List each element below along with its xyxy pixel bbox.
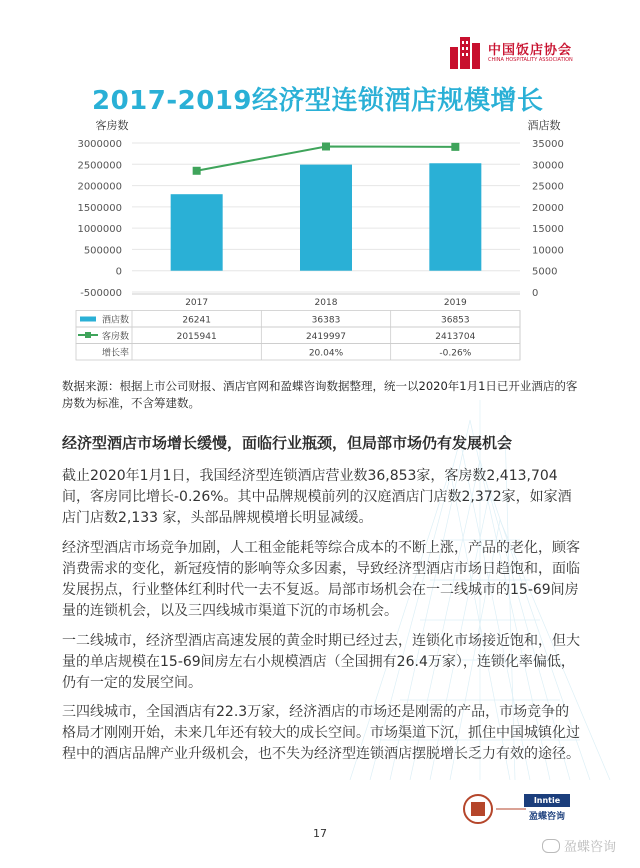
left-tick-label: 500000 bbox=[83, 245, 122, 257]
brand-cn: 盈蝶咨询 bbox=[528, 812, 565, 822]
right-tick-label: 10000 bbox=[532, 245, 564, 257]
right-tick-label: 5000 bbox=[532, 266, 558, 278]
table-cell: -0.26% bbox=[439, 348, 472, 359]
paragraph-2: 经济型酒店市场竞争加剧，人工租金能耗等综合成本的不断上涨，产品的老化，顾客消费需求的变化，新冠疫情的影响等众多因素，导致经济型酒店市场日趋饱和，面临发展拐点，行业整体红利时代一去不复返。局部市场机会在一二线城市的15-69间房量的连锁机会，以及三四线城市渠道下沉的市场机会。 bbox=[62, 540, 580, 619]
data-source-note: 数据来源：根据上市公司财报、酒店官网和盈蝶咨询数据整理，统一以2020年1月1日已开业酒店的客房数为标准，不含筹建数。 bbox=[62, 379, 578, 410]
china-hospitality-association-logo bbox=[448, 33, 618, 69]
series-name: 酒店数 bbox=[102, 315, 130, 326]
line-point bbox=[322, 142, 330, 150]
wechat-watermark bbox=[542, 836, 616, 855]
right-tick-label: 25000 bbox=[532, 181, 564, 193]
table-cell: 2015941 bbox=[176, 332, 217, 342]
right-tick-label: 20000 bbox=[532, 202, 564, 214]
right-tick-label: 30000 bbox=[532, 160, 564, 172]
right-tick-label: 15000 bbox=[532, 224, 564, 236]
section-headline: 经济型酒店市场增长缓慢，面临行业瓶颈，但局部市场仍有发展机会 bbox=[62, 434, 513, 452]
brand-en: Inntie bbox=[524, 794, 570, 807]
table-cell: 2413704 bbox=[435, 332, 476, 342]
table-cell: 36853 bbox=[441, 315, 470, 326]
right-tick-label: 35000 bbox=[532, 139, 564, 150]
left-tick-label: 2000000 bbox=[77, 181, 122, 193]
org-name-en: CHINA HOSPITALITY ASSOCIATION bbox=[488, 57, 573, 63]
left-tick-label: 2500000 bbox=[77, 160, 122, 172]
line-point bbox=[193, 167, 201, 175]
bar-hotel-count bbox=[171, 194, 223, 271]
left-tick-label: 1000000 bbox=[77, 224, 122, 236]
table-cell: 26241 bbox=[182, 315, 211, 326]
category-label: 2017 bbox=[185, 298, 209, 308]
left-tick-label: 0 bbox=[115, 266, 122, 278]
left-tick-label: 3000000 bbox=[77, 139, 122, 150]
right-tick-label: 0 bbox=[532, 288, 539, 299]
series-name: 客房数 bbox=[102, 332, 130, 342]
table-cell: 36383 bbox=[311, 315, 341, 326]
left-axis-label: 客房数 bbox=[95, 119, 129, 132]
bar-hotel-count bbox=[300, 165, 352, 271]
category-label: 2019 bbox=[443, 298, 467, 308]
page-title: 2017-2019经济型连锁酒店规模增长 bbox=[92, 86, 544, 116]
bar-hotel-count bbox=[429, 163, 481, 270]
right-axis-label: 酒店数 bbox=[527, 119, 561, 132]
org-name-cn: 中国饭店协会 bbox=[488, 43, 573, 58]
paragraph-1: 截止2020年1月1日，我国经济型连锁酒店营业数36,853家，客房数2,413,704间，客房同比增长-0.26%。其中品牌规模前列的汉庭酒店门店数2,372家，如家酒店门店数2,133 家，头部品牌规模增长明显减缓。 bbox=[62, 468, 572, 526]
left-tick-label: -500000 bbox=[80, 288, 122, 299]
hotel-scale-chart bbox=[60, 112, 580, 372]
wechat-icon bbox=[542, 839, 560, 853]
building-logo-icon bbox=[448, 33, 486, 69]
beijing-school-seal-logo bbox=[462, 793, 528, 825]
category-label: 2018 bbox=[314, 298, 338, 308]
inntie-brand-logo bbox=[524, 794, 570, 822]
watermark-text: 盈蝶咨询 bbox=[564, 840, 617, 855]
left-tick-label: 1500000 bbox=[77, 202, 122, 214]
legend-swatch-bar bbox=[80, 317, 96, 322]
line-point bbox=[451, 143, 459, 151]
paragraph-3: 一二线城市，经济型酒店高速发展的黄金时期已经过去，连锁化市场接近饱和，但大量的单店规模在15-69间房左右小规模酒店（全国拥有26.4万家），连锁化率偏低，仍有一定的发展空间。 bbox=[62, 633, 580, 691]
table-cell: 2419997 bbox=[305, 332, 347, 342]
legend-swatch-marker bbox=[85, 332, 91, 338]
series-name: 增长率 bbox=[102, 348, 130, 359]
paragraph-4: 三四线城市，全国酒店有22.3万家，经济酒店的市场还是刚需的产品，市场竞争的格局才刚刚开始，未来几年还有较大的成长空间。市场渠道下沉，抓住中国城镇化过程中的酒店品牌产业升级机会，也不失为经济型连锁酒店摆脱增长乏力有效的途径。 bbox=[62, 704, 580, 762]
page-number: 17 bbox=[313, 827, 327, 840]
table-cell: 20.04% bbox=[308, 348, 344, 359]
